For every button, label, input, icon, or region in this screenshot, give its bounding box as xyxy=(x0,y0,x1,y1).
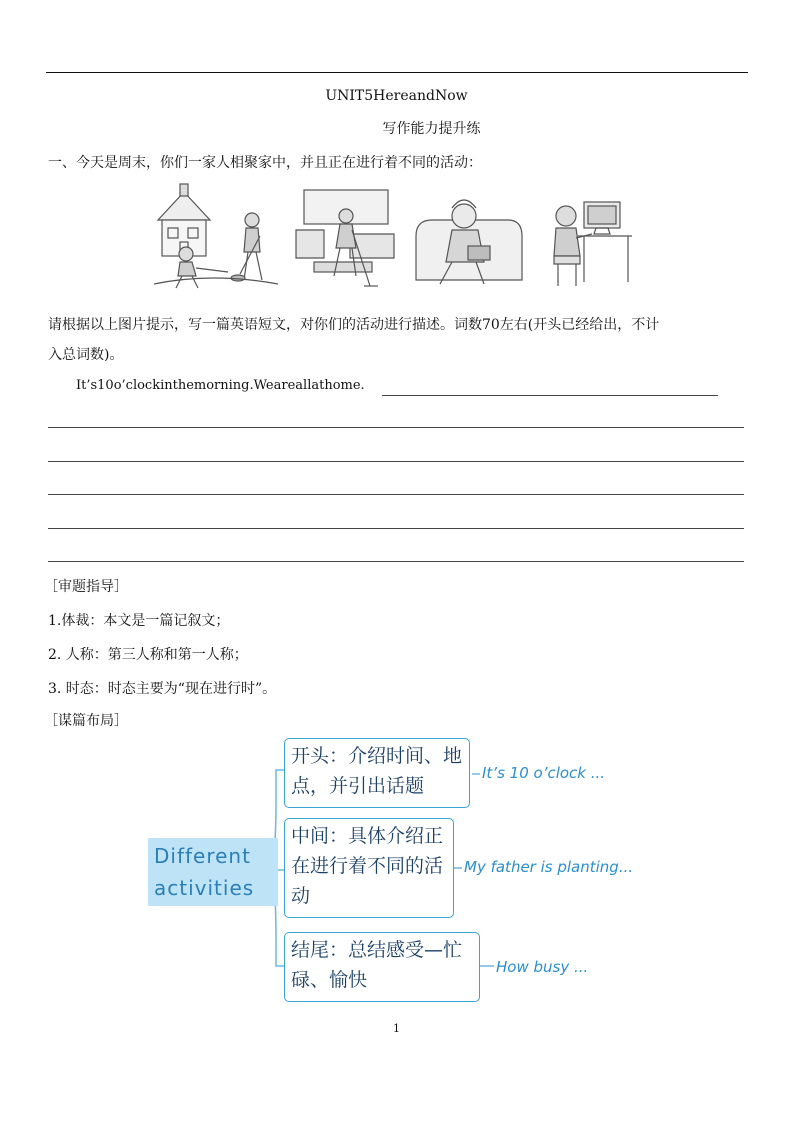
opening-sentence: It’s10o’clockinthemorning.Weareallathome. xyxy=(76,378,365,393)
guidance-item: 3. 时态：时态主要为“现在进行时”。 xyxy=(48,681,277,697)
writing-line-0[interactable] xyxy=(382,395,718,396)
writing-line-1[interactable] xyxy=(48,427,744,428)
unit-title: UNIT5HereandNow xyxy=(325,88,468,104)
instruction-line-1: 请根据以上图片提示，写一篇英语短文，对你们的活动进行描述。词数70左右(开头已经给出，不计 xyxy=(48,317,660,333)
mind-map-branch-body: 中间：具体介绍正在进行着不同的活动 xyxy=(284,818,454,918)
mind-map-branch-ending: 结尾：总结感受—忙碌、愉快 xyxy=(284,932,480,1002)
mind-map-note-body: My father is planting... xyxy=(464,858,634,876)
writing-line-5[interactable] xyxy=(48,561,744,562)
layout-heading: ［谋篇布局］ xyxy=(44,713,128,729)
mind-map-note-ending: How busy ... xyxy=(496,958,589,976)
guidance-item: 2. 人称：第三人称和第一人称； xyxy=(48,647,248,663)
page-subtitle: 写作能力提升练 xyxy=(382,121,481,137)
instruction-line-2: 入总词数)。 xyxy=(48,347,124,363)
sweeping-picture xyxy=(294,186,398,292)
computer-picture xyxy=(540,194,634,290)
writing-line-3[interactable] xyxy=(48,494,744,495)
guidance-heading: ［审题指导］ xyxy=(44,579,128,595)
guidance-item: 1.体裁：本文是一篇记叙文； xyxy=(48,613,230,629)
house-garden-picture xyxy=(152,180,280,296)
top-rule xyxy=(46,72,748,73)
task-prompt: 一、今天是周末，你们一家人相聚家中，并且正在进行着不同的活动： xyxy=(48,155,482,171)
mind-map-note-intro: It’s 10 o’clock ... xyxy=(482,764,606,782)
writing-line-4[interactable] xyxy=(48,528,744,529)
mind-map-branch-intro: 开头：介绍时间、地点，并引出话题 xyxy=(284,738,470,808)
reading-picture xyxy=(412,190,524,292)
page-number: 1 xyxy=(393,1022,400,1035)
mind-map-root: Different activities xyxy=(148,838,278,906)
writing-line-2[interactable] xyxy=(48,461,744,462)
